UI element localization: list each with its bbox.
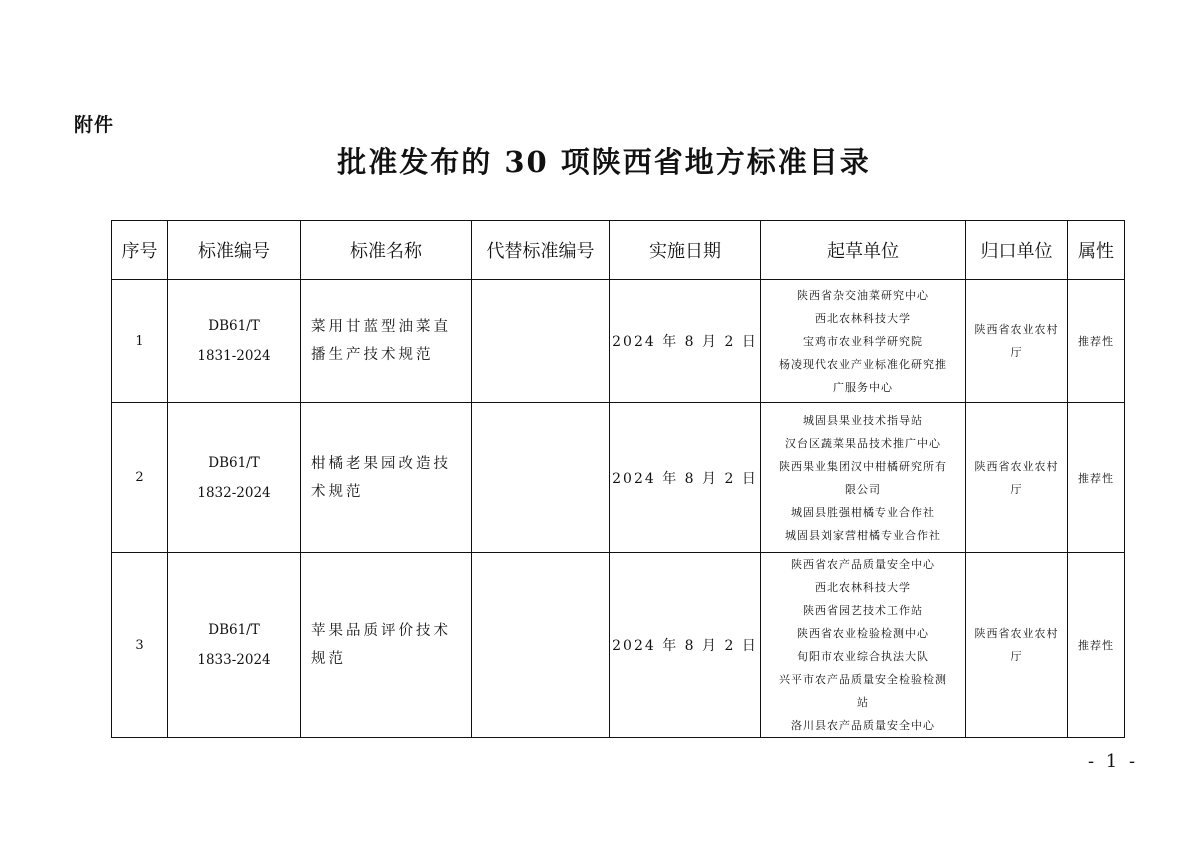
drafter-item: 洛川县农产品质量安全中心 [791, 719, 935, 732]
table-row [112, 553, 1125, 738]
row-unit: 陕西省农业农村厅 [966, 403, 1068, 553]
drafter-item: 陕西省农产品质量安全中心 [791, 558, 935, 571]
row-unit: 陕西省农业农村厅 [966, 553, 1068, 738]
row-date: 2024 年 8 月 2 日 [610, 553, 761, 738]
row-code-prefix: DB61/T [208, 318, 260, 334]
row-replaces [472, 553, 610, 738]
header-unit: 归口单位 [966, 221, 1068, 280]
drafter-item: 广服务中心 [833, 380, 893, 394]
row-replaces [472, 280, 610, 403]
row-drafters [761, 280, 966, 403]
row-name: 苹果品质评价技术规范 [301, 553, 472, 738]
drafter-item: 旬阳市农业综合执法大队 [797, 650, 929, 663]
row-unit: 陕西省农业农村厅 [966, 280, 1068, 403]
table-row [112, 280, 1125, 403]
drafter-item: 站 [857, 696, 869, 709]
drafter-item: 限公司 [845, 482, 881, 496]
drafter-item: 兴平市农产品质量安全检验检测 [779, 673, 947, 686]
attachment-label: 附件 [74, 114, 115, 136]
row-code-number: 1831-2024 [197, 348, 271, 364]
header-name: 标准名称 [301, 221, 472, 280]
drafter-item: 西北农林科技大学 [815, 581, 911, 594]
row-attribute: 推荐性 [1068, 403, 1125, 553]
row-code [168, 403, 301, 553]
row-date: 2024 年 8 月 2 日 [610, 280, 761, 403]
row-replaces [472, 403, 610, 553]
table-row [112, 403, 1125, 553]
header-seq: 序号 [112, 221, 168, 280]
row-drafters [761, 553, 966, 738]
row-code-prefix: DB61/T [208, 454, 260, 471]
row-name: 菜用甘蓝型油菜直播生产技术规范 [301, 280, 472, 403]
drafter-item: 陕西省杂交油菜研究中心 [797, 288, 929, 302]
page-number: - 1 - [1088, 751, 1139, 772]
header-attribute: 属性 [1068, 221, 1125, 280]
drafter-item: 陕西省园艺技术工作站 [803, 604, 923, 617]
row-seq: 3 [112, 553, 168, 738]
drafter-item: 陕西果业集团汉中柑橘研究所有 [779, 459, 947, 473]
drafter-item: 城固县果业技术指导站 [803, 413, 923, 427]
header-code: 标准编号 [168, 221, 301, 280]
header-drafters: 起草单位 [761, 221, 966, 280]
row-code-prefix: DB61/T [208, 622, 260, 638]
row-code [168, 280, 301, 403]
row-attribute: 推荐性 [1068, 280, 1125, 403]
drafter-item: 汉台区蔬菜果品技术推广中心 [785, 436, 941, 450]
row-seq: 2 [112, 403, 168, 553]
row-name: 柑橘老果园改造技术规范 [301, 403, 472, 553]
row-drafters [761, 403, 966, 553]
row-seq: 1 [112, 280, 168, 403]
row-code [168, 553, 301, 738]
drafter-item: 城固县胜强柑橘专业合作社 [791, 505, 935, 519]
drafter-item: 杨凌现代农业产业标准化研究推 [779, 357, 947, 371]
drafter-item: 城固县刘家营柑橘专业合作社 [785, 528, 941, 542]
page-title: 批准发布的 30 项陕西省地方标准目录 [337, 145, 871, 179]
drafter-item: 陕西省农业检验检测中心 [797, 627, 929, 640]
standards-table [111, 220, 1125, 738]
header-date: 实施日期 [610, 221, 761, 280]
drafter-item: 西北农林科技大学 [815, 311, 911, 325]
row-code-number: 1833-2024 [197, 652, 271, 668]
table-header-row [112, 221, 1125, 280]
header-replaces: 代替标准编号 [472, 221, 610, 280]
row-date: 2024 年 8 月 2 日 [610, 403, 761, 553]
drafter-item: 宝鸡市农业科学研究院 [803, 334, 923, 348]
row-attribute: 推荐性 [1068, 553, 1125, 738]
row-code-number: 1832-2024 [197, 484, 271, 501]
